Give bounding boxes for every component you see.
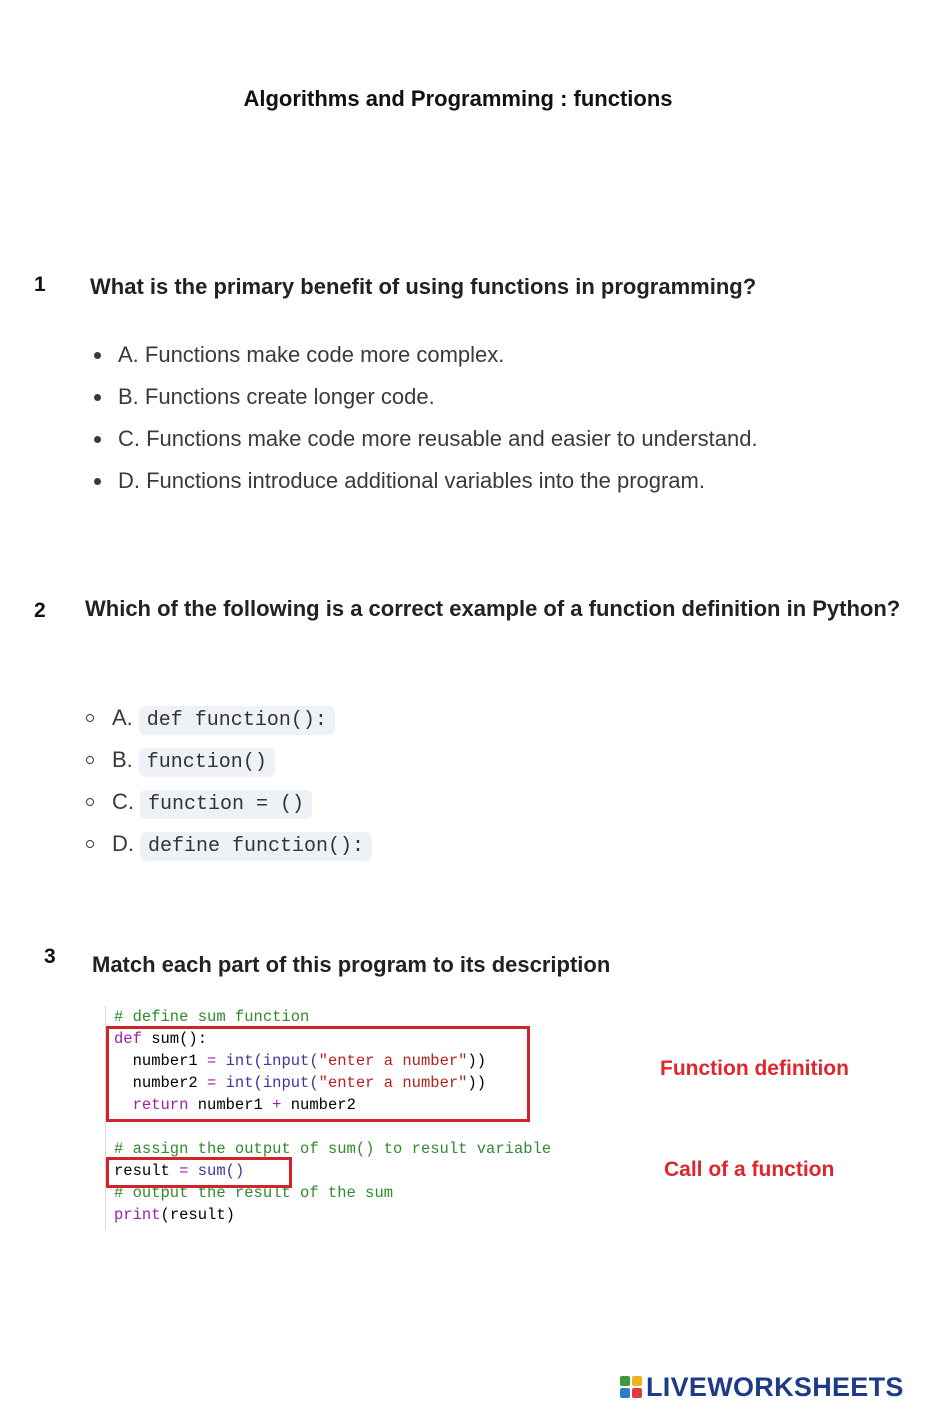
- code-line-8: # output the result of the sum: [114, 1184, 394, 1202]
- question-1-option-b[interactable]: B. Functions create longer code.: [88, 376, 758, 418]
- option-letter: A.: [112, 705, 133, 730]
- liveworksheets-logo: [620, 1370, 904, 1404]
- question-2-options: [82, 697, 372, 865]
- option-letter: B.: [112, 747, 133, 772]
- question-1-option-d[interactable]: D. Functions introduce additional variables into the program.: [88, 460, 758, 502]
- question-2-option-c[interactable]: [82, 781, 372, 823]
- question-2-text: Which of the following is a correct example of a function definition in Python?: [85, 596, 901, 621]
- question-1-option-c[interactable]: C. Functions make code more reusable and easier to understand.: [88, 418, 758, 460]
- question-2-number: 2: [34, 599, 46, 622]
- question-1-number: 1: [34, 273, 46, 296]
- logo-icon: [620, 1376, 642, 1398]
- question-2-option-b[interactable]: [82, 739, 372, 781]
- question-1-text: What is the primary benefit of using functions in programming?: [90, 274, 757, 299]
- question-2-option-a[interactable]: [82, 697, 372, 739]
- code-line-7: result = sum(): [114, 1162, 245, 1180]
- option-code: define function():: [140, 832, 372, 861]
- code-line-3: number1 = int(input("enter a number")): [114, 1052, 487, 1070]
- question-3-number: 3: [44, 945, 56, 968]
- function-call-label[interactable]: Call of a function: [664, 1158, 835, 1181]
- option-code: function(): [139, 748, 275, 777]
- function-call-highlight: [106, 1157, 292, 1188]
- question-3-text: Match each part of this program to its description: [92, 952, 611, 977]
- option-letter: C.: [112, 789, 134, 814]
- option-code: function = (): [140, 790, 312, 819]
- option-letter: D.: [112, 831, 134, 856]
- code-line-2: def sum():: [114, 1030, 208, 1048]
- code-line-4: number2 = int(input("enter a number")): [114, 1074, 487, 1092]
- code-line-5: return number1 + number2: [114, 1096, 356, 1114]
- option-code: def function():: [139, 706, 335, 735]
- code-line-1: # define sum function: [114, 1008, 310, 1026]
- logo-text: LIVEWORKSHEETS: [646, 1371, 904, 1402]
- question-2-option-d[interactable]: [82, 823, 372, 865]
- function-definition-label[interactable]: Function definition: [660, 1057, 849, 1080]
- code-line-9: print(result): [114, 1206, 235, 1224]
- page-title: Algorithms and Programming : functions: [243, 86, 673, 111]
- question-1-option-a[interactable]: A. Functions make code more complex.: [88, 334, 758, 376]
- function-definition-highlight: [106, 1026, 530, 1122]
- code-line-6: # assign the output of sum() to result variable: [114, 1140, 552, 1158]
- question-1-options: [88, 334, 758, 502]
